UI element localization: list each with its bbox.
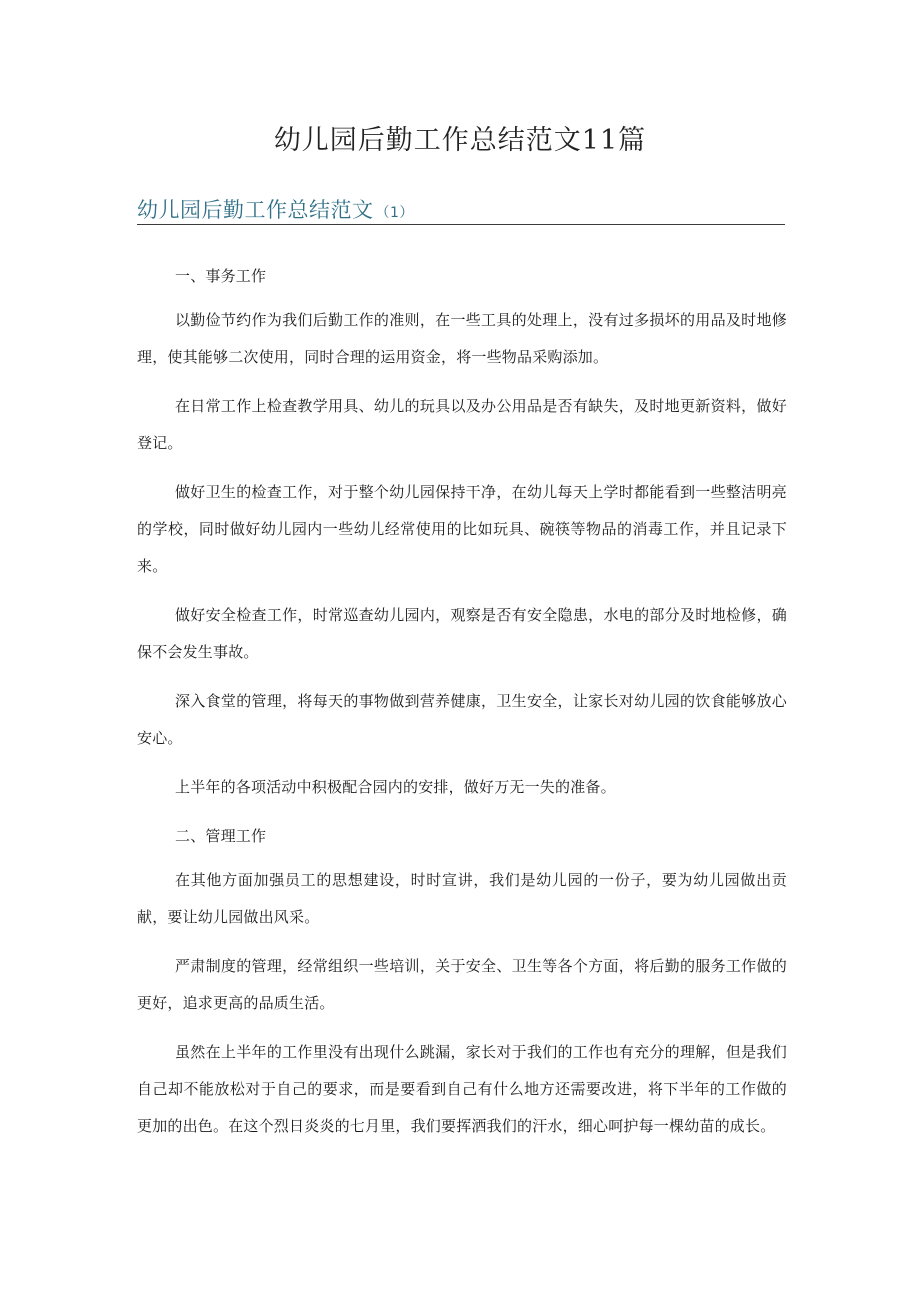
paragraph: 在其他方面加强员工的思想建设，时时宣讲，我们是幼儿园的一份子，要为幼儿园做出贡献，要让幼儿园做出风采。	[137, 871, 787, 926]
subheading-affairs: 一、事务工作	[175, 267, 267, 285]
paragraph: 在日常工作上检查教学用具、幼儿的玩具以及办公用品是否有缺失，及时地更新资料，做好登记。	[137, 397, 787, 452]
section-heading-text: 幼儿园后勤工作总结范文	[137, 198, 374, 222]
document-title: 幼儿园后勤工作总结范文11篇	[273, 125, 647, 156]
paragraph: 做好安全检查工作，时常巡查幼儿园内，观察是否有安全隐患，水电的部分及时地检修，确保不会发生事故。	[137, 606, 787, 661]
paragraph: 做好卫生的检查工作，对于整个幼儿园保持干净，在幼儿每天上学时都能看到一些整洁明亮的学校，同时做好幼儿园内一些幼儿经常使用的比如玩具、碗筷等物品的消毒工作，并且记录下来。	[137, 483, 787, 575]
section-number: （1）	[375, 205, 414, 221]
section-divider	[137, 224, 785, 225]
paragraph: 上半年的各项活动中积极配合园内的安排，做好万无一失的准备。	[175, 778, 616, 796]
section-heading	[137, 194, 785, 224]
paragraph: 深入食堂的管理，将每天的事物做到营养健康，卫生安全，让家长对幼儿园的饮食能够放心安心。	[137, 692, 787, 747]
document-body	[137, 258, 787, 1157]
paragraph: 以勤俭节约作为我们后勤工作的准则，在一些工具的处理上，没有过多损坏的用品及时地修理，使其能够二次使用，同时合理的运用资金，将一些物品采购添加。	[137, 311, 787, 366]
paragraph: 严肃制度的管理，经常组织一些培训，关于安全、卫生等各个方面，将后勤的服务工作做的更好，追求更高的品质生活。	[137, 957, 787, 1012]
paragraph: 虽然在上半年的工作里没有出现什么跳漏，家长对于我们的工作也有充分的理解，但是我们自己却不能放松对于自己的要求，而是要看到自己有什么地方还需要改进，将下半年的工作做的更加的出色。在这个烈日炎炎的七月里，我们要挥洒我们的汗水，细心呵护每一棵幼苗的成长。	[137, 1043, 787, 1135]
subheading-management: 二、管理工作	[175, 827, 267, 845]
